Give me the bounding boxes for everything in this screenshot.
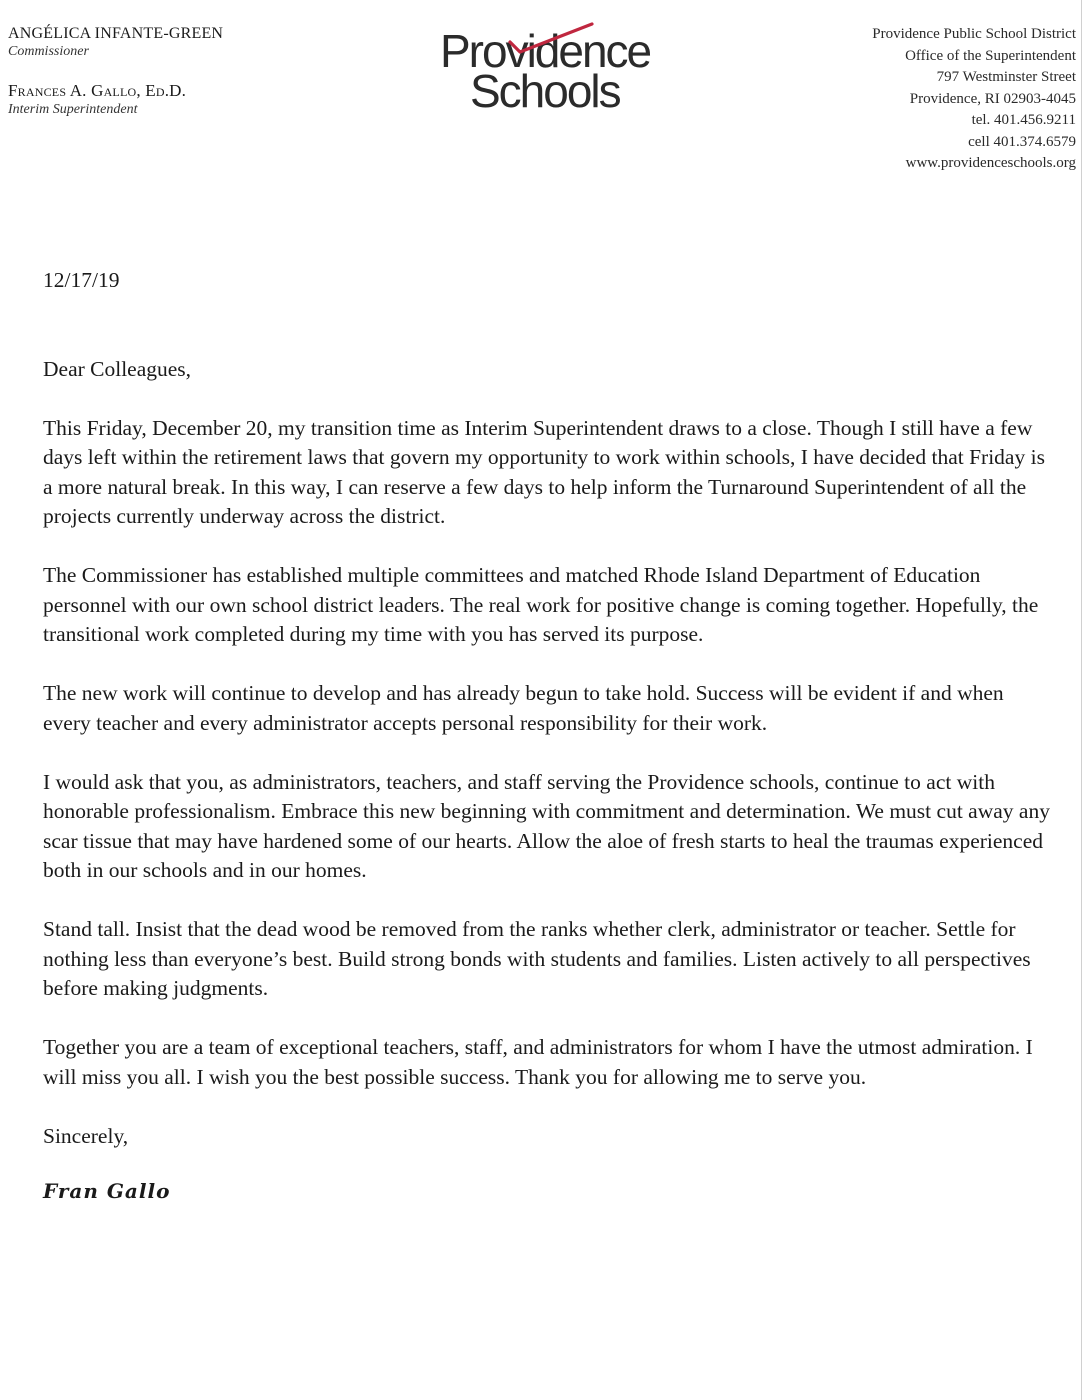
superintendent-name: Frances A. Gallo, Ed.D.	[8, 80, 187, 100]
providence-schools-logo	[436, 22, 651, 118]
letter-body	[43, 266, 1053, 1207]
closing: Sincerely,	[43, 1123, 129, 1148]
street-address: 797 Westminster Street	[936, 69, 1076, 85]
paragraph: This Friday, December 20, my transition time as Interim Superintendent draws to a close. Though I still have a few days left within the retirement laws that govern my opportunity to work within schools, I have decided that Friday is a more natural break. In this way, I can reserve a few days to help inform the Turnaround Superintendent of all the projects currently underway across the district.	[43, 415, 1045, 528]
paragraph: Together you are a team of exceptional teachers, staff, and administrators for whom I have the utmost admiration. I will miss you all. I wish you the best possible success. Thank you for allowing me to serve you.	[43, 1035, 1033, 1089]
salutation: Dear Colleagues,	[43, 356, 192, 381]
website-link[interactable]: www.providenceschools.org	[905, 155, 1076, 171]
paragraph: The new work will continue to develop and has already begun to take hold. Success will be evident if and when every teacher and every administrator accepts personal responsibility for their work.	[43, 681, 1004, 735]
telephone: tel. 401.456.9211	[971, 112, 1076, 128]
paragraph: I would ask that you, as administrators, teachers, and staff serving the Providence schools, continue to act with honorable professionalism. Embrace this new beginning with commitment and determination. We must cut away any scar tissue that may have hardened some of our hearts. Allow the aloe of fresh starts to heal the traumas experienced both in our schools and in our homes.	[43, 769, 1050, 882]
signature: Fran Gallo	[43, 1179, 171, 1203]
paragraph: The Commissioner has established multiple committees and matched Rhode Island Department of Education personnel with our own school district leaders. The real work for positive change is coming together. Hopefully, the transitional work completed during my time with you has served its purpose.	[43, 563, 1039, 646]
office-name: Office of the Superintendent	[905, 47, 1076, 64]
paragraph: Stand tall. Insist that the dead wood be removed from the ranks whether clerk, administrator or teacher. Settle for nothing less than everyone’s best. Build strong bonds with students and families. Listen actively to all perspectives before making judgments.	[43, 917, 1031, 1000]
city-address: Providence, RI 02903-4045	[909, 90, 1076, 107]
commissioner-name: ANGÉLICA INFANTE-GREEN	[8, 25, 224, 42]
commissioner-title: Commissioner	[8, 44, 89, 60]
logo-line-2: Schools	[470, 65, 620, 117]
logo-checkmark-icon	[506, 22, 596, 56]
logo-line-1: Providence	[440, 25, 651, 77]
letterhead-left	[8, 24, 308, 119]
letterhead-right	[756, 24, 1076, 175]
cellphone: cell 401.374.6579	[968, 133, 1076, 150]
district-name: Providence Public School District	[872, 26, 1076, 42]
page-edge-line	[1081, 0, 1082, 1400]
superintendent-title: Interim Superintendent	[8, 102, 138, 118]
letter-date: 12/17/19	[43, 268, 120, 292]
